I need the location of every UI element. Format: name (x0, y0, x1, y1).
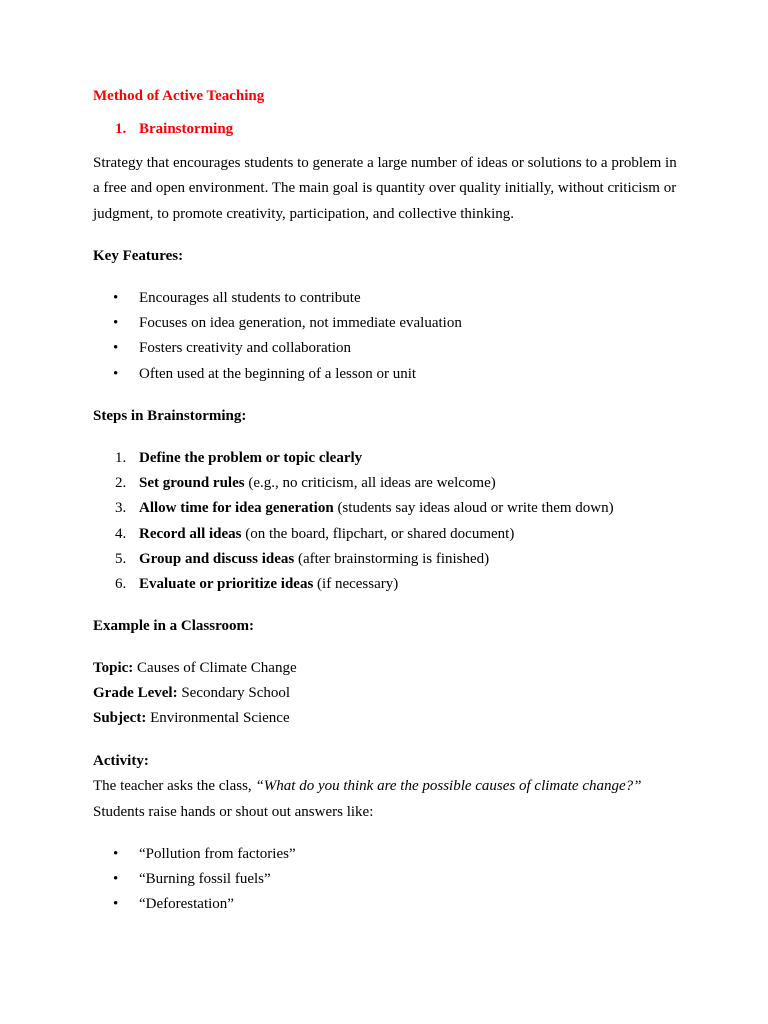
subject-label: Subject: (93, 710, 147, 726)
step-detail: (on the board, flipchart, or shared document) (241, 526, 515, 542)
bullet-icon: • (113, 340, 119, 356)
step-number: 4. (115, 526, 127, 542)
bullet-icon: • (113, 896, 119, 912)
topic-value: Causes of Climate Change (133, 660, 297, 676)
activity-line-1 (93, 776, 642, 796)
key-features-heading: Key Features: (93, 248, 184, 264)
steps-heading: Steps in Brainstorming: (93, 408, 247, 424)
intro-line-1: Strategy that encourages students to generate a large number of ideas or solutions to a problem in (93, 155, 677, 171)
grade-value: Secondary School (177, 685, 291, 701)
step-title: Evaluate or prioritize ideas (139, 576, 314, 592)
list-item: Often used at the beginning of a lesson or unit (139, 366, 417, 382)
subject-value: Environmental Science (146, 710, 290, 726)
bullet-icon: • (113, 315, 119, 331)
step-number: 3. (115, 500, 127, 516)
step-title: Set ground rules (139, 475, 245, 491)
step-title: Record all ideas (139, 526, 242, 542)
step-number: 6. (115, 576, 127, 592)
bullet-icon: • (113, 871, 119, 887)
activity-prefix: The teacher asks the class, (93, 778, 256, 794)
step-number: 2. (115, 475, 127, 491)
step-detail: (students say ideas aloud or write them down) (333, 500, 614, 516)
grade-line (93, 683, 290, 703)
document-title: Method of Active Teaching (93, 88, 265, 104)
intro-line-2: a free and open environment. The main goal is quantity over quality initially, without criticism or (93, 180, 677, 196)
grade-label: Grade Level: (93, 685, 178, 701)
step-title: Define the problem or topic clearly (139, 450, 363, 466)
step-title: Group and discuss ideas (139, 551, 295, 567)
step-number: 1. (115, 450, 127, 466)
topic-label: Topic: (93, 660, 134, 676)
step-item (139, 448, 362, 468)
subject-line (93, 708, 290, 728)
list-item: “Burning fossil fuels” (139, 871, 271, 887)
bullet-icon: • (113, 366, 119, 382)
intro-line-3: judgment, to promote creativity, participation, and collective thinking. (93, 206, 514, 222)
bullet-icon: • (113, 290, 119, 306)
example-heading: Example in a Classroom: (93, 618, 254, 634)
step-item (139, 549, 489, 569)
step-title: Allow time for idea generation (139, 500, 334, 516)
section-number: 1. (115, 121, 127, 137)
activity-heading: Activity: (93, 753, 149, 769)
list-item: “Pollution from factories” (139, 846, 296, 862)
list-item: Fosters creativity and collaboration (139, 340, 352, 356)
step-detail: (after brainstorming is finished) (294, 551, 490, 567)
bullet-icon: • (113, 846, 119, 862)
list-item: Focuses on idea generation, not immediate evaluation (139, 315, 462, 331)
step-number: 5. (115, 551, 127, 567)
activity-question: “What do you think are the possible causes of climate change?” (255, 778, 642, 794)
topic-line (93, 658, 297, 678)
step-item (139, 574, 398, 594)
section-heading: Brainstorming (139, 121, 234, 137)
step-detail: (if necessary) (313, 576, 399, 592)
list-item: Encourages all students to contribute (139, 290, 361, 306)
activity-line-2: Students raise hands or shout out answers like: (93, 804, 374, 820)
step-item (139, 473, 496, 493)
step-detail: (e.g., no criticism, all ideas are welcome) (244, 475, 496, 491)
list-item: “Deforestation” (139, 896, 234, 912)
step-item (139, 524, 514, 544)
step-item (139, 498, 614, 518)
